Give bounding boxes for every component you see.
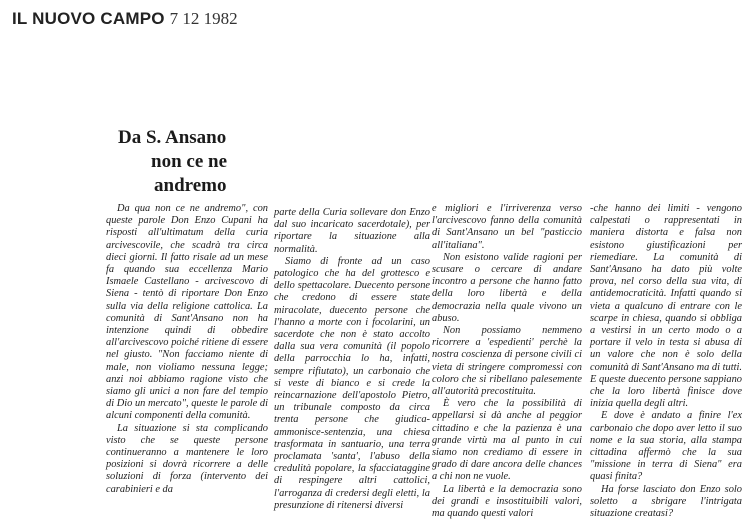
paragraph: Siamo di fronte ad un caso patologico che ha del grottesco e dello spettacolare. Duecento persone che credono di essere state miracolate, duecento persone che l'hanno a morte con i focolarini, un sacerdote che non è stato accolto dalla sua vera comunità (il popolo della parrocchia lo ha, infatti, sempre rifiutato), un carbonaio che si veste di bianco e si crede la reincarnazione dell'apostolo Pietro, un tribunale composto da circa trenta persone che giudica-ammonisce-sentenzia, una chiesa trasformata in santuario, una terra proclamata 'santa', l'abuso della credulità popolare, la sfacciataggine di respingere altri cattolici, l'arroganza di credersi degli eletti, la presunzione di ritenersi diversi [274,255,430,511]
headline-line-2: non ce ne [151,151,227,172]
paragraph: Ha forse lasciato don Enzo solo soletto a sbrigare l'intrigata situazione creatasi? [590,483,742,520]
newspaper-name: IL NUOVO CAMPO [12,9,165,28]
paragraph: Non esistono valide ragioni per scusare o cercare di andare incontro a persone che hanno fatto della loro libertà e della democrazia nella quale vivono un abuso. [432,251,582,324]
paragraph: La libertà e la democrazia sono dei grandi e insostituibili valori, ma quando questi valori [432,483,582,520]
paragraph: È vero che la possibilità di appellarsi si dà anche al peggior cittadino e che la pazienza è una grande virtù ma al punto in cui siamo non crediamo di essere in grado di dare ancora delle chances a chi non ne vuole. [432,398,582,483]
paragraph: e migliori e l'irriverenza verso l'arcivescovo fanno della comunità di Sant'Ansano un bel "pasticcio all'italiana". [432,203,582,251]
paragraph: La situazione si sta complicando visto che se queste persone continueranno a mantenere le loro posizioni si dovrà ricorrere a delle soluzioni di forza (intervento dei carabinieri e da [106,422,268,495]
article-column-1 [106,203,268,500]
article-column-3 [432,203,582,520]
article-column-4 [590,203,742,520]
paragraph: -che hanno dei limiti - vengono calpestati o rappresentati in maniera distorta e falsa non esistono giustificazioni per riemediare. La comunità di Sant'Ansano ha dato più volte prova, nel corso della sua vita, di antidemocraticità. Infatti quando si vieta a qualcuno di entrare con le scarpe in chiesa, quando si obbliga a vestirsi in un certo modo o a portare il velo in testa si abusa di un valore che non è solo della comunità di Sant'Ansano ma di tutti. E queste duecento persone sappiano che la loro libertà finisce dove inizia quella degli altri. [590,203,742,410]
paragraph: parte della Curia sollevare don Enzo dal suo incaricato sacerdotale), per riportare la situazione alla normalità. [274,207,430,255]
issue-date: 7 12 1982 [169,9,238,28]
headline-line-1: Da S. Ansano [118,127,227,148]
paragraph: Da qua non ce ne andremo", con queste parole Don Enzo Cupani ha risposti all'ultimatum della curia arcivescovile, che scadrà tra circa dieci giorni. Il fatto risale ad un mese fa quando sua eccellenza Mario Ismaele Castellano - arcivescovo di Siena - tentò di riportare Don Enzo sulla via della religione cattolica. La comunità di Sant'Ansano non ha intenzione quindi di obbedire all'arcivescovo poiché ritiene di essere nel giusto. "Non facciamo niente di male, non violiamo nessuna legge; anzi noi abbiamo ragione visto che siamo gli unici a non fare del tempio di Dio un mercato", queste le parole di alcuni componenti della comunità. [106,203,268,422]
paragraph: E dove è andato a finire l'ex carbonaio che dopo aver letto il suo nome e la sua storia, alla stampa cittadina affermò che la sua "missione in terra di Siena" era quasi finita? [590,410,742,483]
article-headline [118,126,278,198]
paragraph: Non possiamo nemmeno ricorrere a 'espedienti' perchè la nostra coscienza di persone civili ci vieta di stringere compromessi con coloro che si ribellano palesemente all'autorità precostituita. [432,325,582,398]
article-column-2 [274,207,430,511]
masthead [12,9,238,29]
headline-line-3: andremo [154,175,227,196]
